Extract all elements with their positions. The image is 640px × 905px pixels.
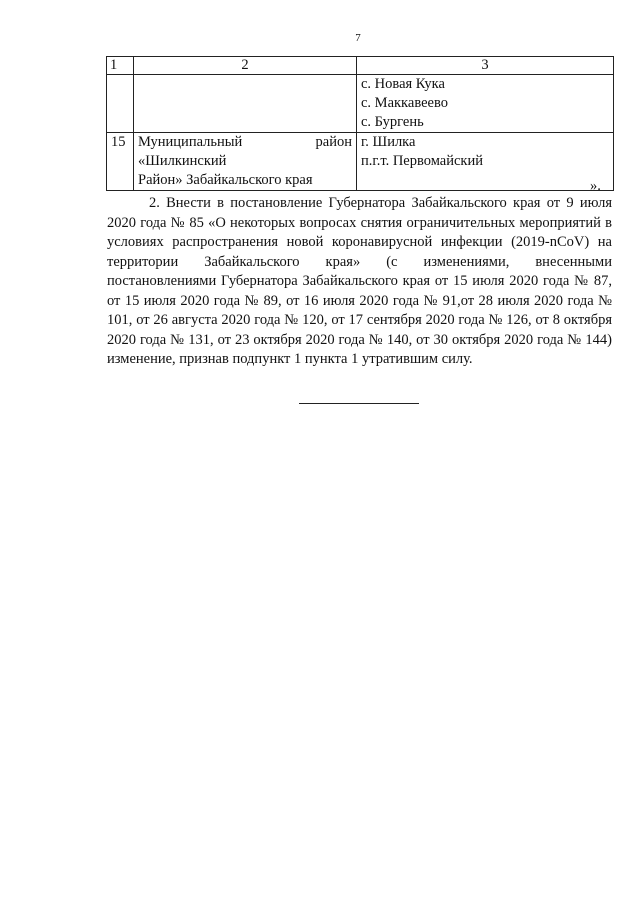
row-number-cell: 15 <box>107 133 134 191</box>
document-body <box>107 194 612 370</box>
settlement-name: п.г.т. Первомайский <box>361 153 483 169</box>
settlements-cell <box>357 133 614 191</box>
district-name-line <box>138 133 352 152</box>
settlement-name: с. Новая Кука <box>361 76 445 92</box>
table-header-row <box>107 57 614 75</box>
row-number-cell <box>107 75 134 133</box>
district-name-line: Район» Забайкальского края <box>138 172 313 188</box>
page-number: 7 <box>355 32 361 44</box>
table-row <box>107 75 614 133</box>
closing-quote: ». <box>590 178 601 194</box>
district-name-part: район <box>315 134 352 150</box>
settlements-table <box>106 56 614 191</box>
header-cell-2: 2 <box>134 57 357 75</box>
district-name-cell <box>134 75 357 133</box>
settlements-cell <box>357 75 614 133</box>
header-cell-3: 3 <box>357 57 614 75</box>
district-name-part: Муниципальный <box>138 134 243 150</box>
settlement-name: г. Шилка <box>361 134 416 150</box>
end-of-document-rule <box>299 403 419 404</box>
table-row <box>107 133 614 191</box>
district-name-line: «Шилкинский <box>138 153 227 169</box>
header-cell-1: 1 <box>107 57 134 75</box>
district-name-cell <box>134 133 357 191</box>
settlement-name: с. Маккавеево <box>361 95 448 111</box>
settlement-name: с. Бургень <box>361 114 424 130</box>
paragraph-2: 2. Внести в постановление Губернатора Забайкальского края от 9 июля 2020 года № 85 «О некоторых вопросах снятия ограничительных мероприятий в условиях распространения новой коронавирусной инфекции (2019-nCoV) на территории Забайкальского края» (с изменениями, внесенными постановлениями Губернатора Забайкальского края от 15 июля 2020 года № 87, от 15 июля 2020 года № 89, от 16 июля 2020 года № 91,от 28 июля 2020 года № 101, от 26 августа 2020 года № 120, от 17 сентября 2020 года № 126, от 8 октября 2020 года № 131, от 23 октября 2020 года № 140, от 30 октября 2020 года № 144) изменение, признав подпункт 1 пункта 1 утратившим силу. <box>107 195 612 367</box>
